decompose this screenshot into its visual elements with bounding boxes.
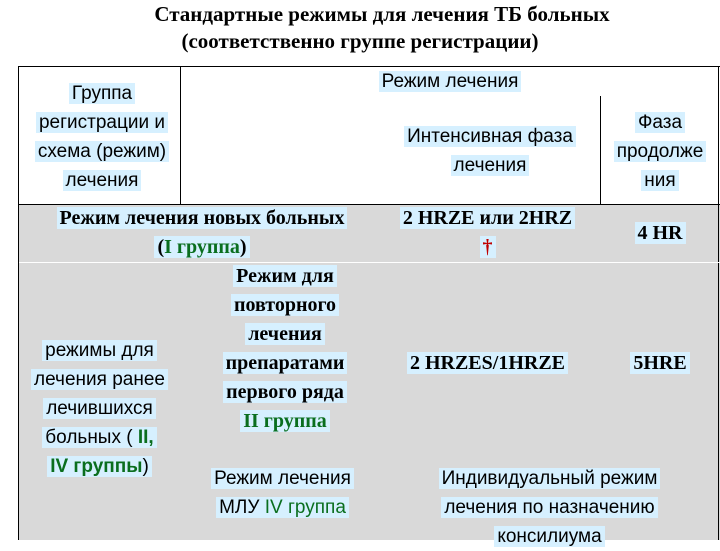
header-intensive-line: лечения <box>451 155 530 176</box>
retreat-left-line: лечения ранее <box>31 369 168 390</box>
header-group-cell <box>22 79 182 195</box>
mdr-individual-line: Индивидуальный режим <box>439 468 661 489</box>
row-new-intensive-cell <box>380 204 595 262</box>
retreat-group-ii: II, <box>137 427 154 448</box>
row-mdr-line-1: Режим лечения <box>211 468 354 489</box>
dagger-mark: † <box>480 236 496 258</box>
repeat-line: лечения <box>245 323 325 345</box>
header-continuation-cell <box>603 108 717 195</box>
row-new-intensive: 2 HRZE или 2HRZ <box>400 207 575 229</box>
retreat-left-line-5-close: ) <box>142 456 149 477</box>
header-group-line: схема (режим) <box>35 141 169 162</box>
row-new-continuation: 4 HR <box>635 222 686 244</box>
header-continuation-line: Фаза <box>635 112 685 133</box>
header-regimen-cell <box>340 67 560 96</box>
row-repeat-intensive-cell <box>380 349 595 378</box>
repeat-line: первого ряда <box>223 381 347 403</box>
table-border-right <box>718 66 719 540</box>
title-line-1: Стандартные режимы для лечения ТБ больных <box>154 2 610 26</box>
mdr-individual-line: лечения по назначению <box>441 497 657 518</box>
header-regimen: Режим лечения <box>379 71 522 92</box>
row-retreat-left-cell <box>22 336 177 481</box>
repeat-line: препаратами <box>223 352 348 374</box>
repeat-group: II группа <box>240 410 330 432</box>
header-continuation-line: продолже <box>614 141 707 162</box>
row-new-group: I группа <box>164 236 240 258</box>
row-new-label <box>22 204 382 262</box>
mdr-individual-line: консилиума <box>494 526 604 547</box>
header-continuation-line: ния <box>641 170 678 191</box>
header-group-line: регистрации и <box>36 112 168 133</box>
row-repeat-continuation-cell <box>603 349 717 378</box>
retreat-left-line: лечившихся <box>43 398 156 419</box>
header-group-line: Группа <box>69 83 135 104</box>
row-repeat-intensive: 2 HRZES/1HRZE <box>407 352 568 374</box>
retreat-left-line: режимы для <box>42 340 157 361</box>
repeat-line: повторного <box>231 294 339 316</box>
header-divider-2 <box>600 96 601 204</box>
row-mdr-line-2: МЛУ <box>219 497 265 518</box>
header-intensive-line: Интенсивная фаза <box>404 126 576 147</box>
row-new-continuation-cell <box>603 219 717 248</box>
title-line-2: (соответственно группе регистрации) <box>181 29 539 53</box>
header-group-line: лечения <box>63 170 142 191</box>
row-repeat-cell <box>190 262 380 436</box>
paren-close: ) <box>239 236 247 258</box>
paren-open: ( <box>157 236 165 258</box>
row-mdr-group: IV группа <box>264 497 346 518</box>
repeat-line: Режим для <box>233 265 337 287</box>
retreat-left-line-4: больных ( <box>45 427 138 448</box>
row-mdr-individual-cell <box>392 464 707 551</box>
retreat-group-iv: IV группы <box>50 456 143 477</box>
header-intensive-cell <box>380 122 600 180</box>
row-new-label-line-1: Режим лечения новых больных <box>57 207 348 229</box>
row-repeat-continuation: 5HRE <box>630 352 689 374</box>
row-mdr-label <box>190 464 375 522</box>
